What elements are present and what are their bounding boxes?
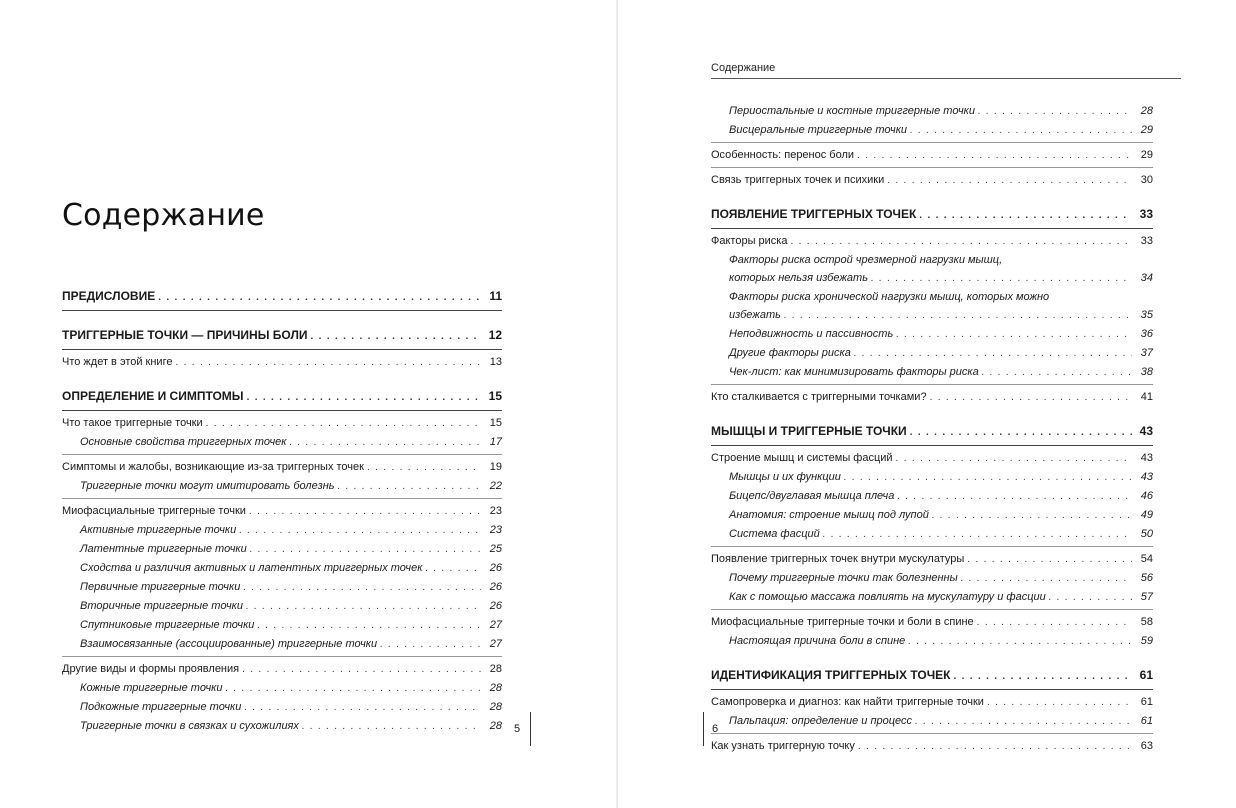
toc-title: Содержание: [62, 198, 265, 233]
toc-entry: [711, 665, 1153, 690]
toc-page-number: 12: [488, 328, 502, 342]
toc-entry: [711, 712, 1153, 734]
right-page: [618, 0, 1236, 808]
toc-entry-title: Активные триггерные точки: [80, 524, 237, 536]
leader-dots: [784, 307, 1132, 325]
toc-entry: [62, 414, 502, 433]
toc-page-number: 27: [489, 619, 502, 631]
leader-dots: [978, 103, 1132, 121]
toc-page-number: 28: [1140, 105, 1153, 117]
leader-dots: [896, 326, 1132, 344]
toc-entry: [711, 487, 1153, 506]
toc-entry: [711, 325, 1153, 344]
toc-entry: [62, 286, 502, 311]
toc-page-number: 15: [489, 417, 502, 429]
toc-entry: [62, 540, 502, 559]
toc-page-number: 38: [1140, 366, 1153, 378]
toc-page-number: 28: [489, 663, 502, 675]
toc-entry-title: ИДЕНТИФИКАЦИЯ ТРИГГЕРНЫХ ТОЧЕК: [711, 668, 951, 682]
toc-entry-title-cont: избежать: [729, 309, 781, 321]
toc-entry-title: ОПРЕДЕЛЕНИЕ И СИМПТОМЫ: [62, 389, 244, 403]
leader-dots: [158, 288, 481, 308]
toc-entry-title: Мышцы и их функции: [729, 471, 841, 483]
toc-page-number: 11: [489, 289, 502, 303]
toc-page-number: 23: [489, 524, 502, 536]
toc-page-number: 29: [1140, 149, 1153, 161]
toc-entry-title: МЫШЦЫ И ТРИГГЕРНЫЕ ТОЧКИ: [711, 424, 907, 438]
running-head: Содержание: [711, 62, 1181, 79]
toc-page-number: 25: [489, 543, 502, 555]
toc-entry: [711, 102, 1153, 121]
leader-dots: [967, 551, 1132, 569]
toc-page-number: 43: [1139, 424, 1153, 438]
toc-page-number: 33: [1139, 207, 1153, 221]
toc-entry-title: ПОЯВЛЕНИЕ ТРИГГЕРНЫХ ТОЧЕК: [711, 207, 917, 221]
toc-entry: [711, 288, 1153, 325]
toc-page-number: 43: [1140, 452, 1153, 464]
toc-page-number: 30: [1140, 174, 1153, 186]
leader-dots: [311, 327, 481, 347]
toc-page-number: 43: [1140, 471, 1153, 483]
toc-entry: [711, 632, 1153, 651]
toc-page-number: 13: [489, 356, 502, 368]
toc-entry-title: Как с помощью массажа повлиять на мускулатуру и фасции: [729, 591, 1046, 603]
toc-entry-title: Висцеральные триггерные точки: [729, 124, 908, 136]
toc-entry-title: Триггерные точки в связках и сухожилиях: [80, 720, 299, 732]
toc-entry-title: Миофасциальные триггерные точки и боли в спине: [711, 616, 974, 628]
toc-entry: [62, 717, 502, 736]
toc-page-number: 33: [1140, 235, 1153, 247]
leader-dots: [930, 389, 1132, 407]
toc-entry: [711, 363, 1153, 385]
toc-page-number: 37: [1140, 347, 1153, 359]
leader-dots: [302, 718, 481, 736]
toc-entry-title: Как узнать триггерную точку: [711, 740, 855, 752]
leader-dots: [910, 122, 1132, 140]
toc-page-number: 56: [1140, 572, 1153, 584]
toc-page-number: 36: [1140, 328, 1153, 340]
toc-page-number: 50: [1140, 528, 1153, 540]
toc-entry: [711, 232, 1153, 251]
toc-entry-title: Настоящая причина боли в спине: [729, 635, 906, 647]
toc-entry: [711, 146, 1153, 168]
toc-page-number: 17: [489, 436, 502, 448]
toc-page-number: 35: [1140, 309, 1153, 321]
leader-dots: [896, 450, 1132, 468]
toc-entry: [62, 458, 502, 477]
leader-dots: [982, 364, 1132, 382]
toc-page-number: 58: [1140, 616, 1153, 628]
toc-page-number: 49: [1140, 509, 1153, 521]
leader-dots: [790, 233, 1132, 251]
toc-entry: [711, 171, 1153, 190]
leader-dots: [857, 147, 1132, 165]
leader-dots: [977, 614, 1132, 632]
toc-page-number: 15: [488, 389, 502, 403]
leader-dots: [897, 488, 1132, 506]
toc-page-number: 28: [489, 720, 502, 732]
toc-entry: [711, 344, 1153, 363]
toc-entry-title: Строение мышц и системы фасций: [711, 452, 893, 464]
toc-page-number: 22: [489, 480, 502, 492]
toc-entry-title: Что такое триггерные точки: [62, 417, 203, 429]
toc-entry: [711, 525, 1153, 547]
toc-entry: [62, 578, 502, 597]
toc-entry: [62, 679, 502, 698]
leader-dots: [961, 570, 1132, 588]
leader-dots: [250, 541, 481, 559]
leader-dots: [908, 633, 1132, 651]
leader-dots: [887, 172, 1132, 190]
toc-entry-title: Пальпация: определение и процесс: [729, 715, 913, 727]
toc-entry-title: Кто сталкивается с триггерными точками?: [711, 391, 927, 403]
toc-entry: [62, 353, 502, 372]
toc-entry-title: Кожные триггерные точки: [80, 682, 223, 694]
toc-entry: [62, 325, 502, 350]
toc-page-number: 28: [489, 701, 502, 713]
toc-entry-title: Другие факторы риска: [729, 347, 851, 359]
toc-page-number: 41: [1140, 391, 1153, 403]
toc-entry: [711, 449, 1153, 468]
toc-page-number: 23: [489, 505, 502, 517]
toc-entry-title: Появление триггерных точек внутри мускулатуры: [711, 553, 965, 565]
leader-dots: [242, 661, 481, 679]
toc-entry-title: Самопроверка и диагноз: как найти триггерные точки: [711, 696, 984, 708]
toc-page-number: 27: [489, 638, 502, 650]
leader-dots: [244, 699, 481, 717]
leader-dots: [243, 579, 481, 597]
toc-entry-title: Анатомия: строение мышц под лупой: [729, 509, 929, 521]
leader-dots: [206, 415, 481, 433]
toc-entry-title: Сходства и различия активных и латентных триггерных точек: [80, 562, 423, 574]
toc-entry: [711, 121, 1153, 143]
toc-page-number: 29: [1140, 124, 1153, 136]
toc-page-number: 34: [1140, 272, 1153, 284]
toc-entry: [62, 616, 502, 635]
toc-entry: [62, 502, 502, 521]
toc-entry-title: Факторы риска острой чрезмерной нагрузки мышц,: [729, 254, 1003, 266]
leader-dots: [919, 206, 1132, 226]
toc-entry-title: Миофасциальные триггерные точки: [62, 505, 246, 517]
leader-dots: [854, 345, 1132, 363]
toc-entry-title: Система фасций: [729, 528, 820, 540]
toc-entry-title: Что ждет в этой книге: [62, 356, 173, 368]
leader-dots: [225, 680, 481, 698]
toc-page-number: 26: [489, 600, 502, 612]
page-number: 6: [703, 712, 718, 746]
toc-entry-title: Факторы риска хронической нагрузки мышц, которых можно: [729, 291, 1050, 303]
toc-page-number: 63: [1140, 740, 1153, 752]
toc-entry-title: Почему триггерные точки так болезненны: [729, 572, 958, 584]
leader-dots: [844, 469, 1132, 487]
toc-page-number: 54: [1140, 553, 1153, 565]
leader-dots: [871, 270, 1132, 288]
leader-dots: [239, 522, 481, 540]
toc-entry-title: ТРИГГЕРНЫЕ ТОЧКИ — ПРИЧИНЫ БОЛИ: [62, 328, 308, 342]
toc-entry: [711, 421, 1153, 446]
toc-entry-title: Вторичные триггерные точки: [80, 600, 243, 612]
toc-entry: [711, 550, 1153, 569]
leader-dots: [932, 507, 1132, 525]
toc-page-number: 59: [1140, 635, 1153, 647]
toc-entry-title: Триггерные точки могут имитировать болезнь: [80, 480, 335, 492]
leader-dots: [1049, 589, 1132, 607]
leader-dots: [247, 388, 481, 408]
toc-entry: [711, 251, 1153, 288]
toc-entry-title: Взаимосвязанные (ассоциированные) триггерные точки: [80, 638, 378, 650]
toc-list-left: [62, 286, 502, 736]
leader-dots: [257, 617, 481, 635]
leader-dots: [249, 503, 481, 521]
toc-entry: [711, 588, 1153, 610]
toc-entry: [62, 660, 502, 679]
leader-dots: [367, 459, 481, 477]
toc-entry-title: Неподвижность и пассивность: [729, 328, 894, 340]
toc-entry-title: Основные свойства триггерных точек: [80, 436, 287, 448]
toc-entry-title: Спутниковые триггерные точки: [80, 619, 255, 631]
leader-dots: [289, 434, 481, 452]
toc-page-number: 26: [489, 581, 502, 593]
leader-dots: [380, 636, 481, 654]
toc-entry: [711, 693, 1153, 712]
toc-page-number: 26: [489, 562, 502, 574]
leader-dots: [175, 354, 481, 372]
toc-list-right: [711, 102, 1153, 756]
toc-page-number: 61: [1139, 668, 1153, 682]
toc-page-number: 57: [1140, 591, 1153, 603]
leader-dots: [246, 598, 481, 616]
leader-dots: [987, 694, 1132, 712]
toc-page-number: 61: [1140, 696, 1153, 708]
toc-entry-title: Периостальные и костные триггерные точки: [729, 105, 975, 117]
toc-entry-title: Бицепс/двуглавая мышца плеча: [729, 490, 895, 502]
toc-entry: [62, 477, 502, 499]
leader-dots: [910, 423, 1132, 443]
toc-entry-title: Другие виды и формы проявления: [62, 663, 240, 675]
toc-entry: [62, 386, 502, 411]
toc-entry: [62, 559, 502, 578]
leader-dots: [425, 560, 481, 578]
leader-dots: [953, 667, 1132, 687]
toc-entry-title-cont: которых нельзя избежать: [729, 272, 868, 284]
toc-entry-title: Первичные триггерные точки: [80, 581, 241, 593]
toc-entry: [62, 635, 502, 657]
toc-entry-title: Симптомы и жалобы, возникающие из-за триггерных точек: [62, 461, 364, 473]
toc-entry-title: Подкожные триггерные точки: [80, 701, 242, 713]
leader-dots: [338, 478, 481, 496]
toc-entry: [711, 204, 1153, 229]
toc-entry: [711, 569, 1153, 588]
toc-entry: [62, 597, 502, 616]
toc-entry: [711, 613, 1153, 632]
toc-entry-title: Связь триггерных точек и психики: [711, 174, 885, 186]
toc-entry-title: Особенность: перенос боли: [711, 149, 855, 161]
toc-entry: [711, 506, 1153, 525]
toc-entry-title: Чек-лист: как минимизировать факторы риска: [729, 366, 979, 378]
toc-entry: [711, 388, 1153, 407]
toc-page-number: 61: [1140, 715, 1153, 727]
page-number: 5: [514, 712, 531, 746]
toc-entry: [711, 468, 1153, 487]
toc-entry: [711, 737, 1153, 756]
toc-entry-title: Латентные триггерные точки: [80, 543, 247, 555]
toc-entry: [62, 433, 502, 455]
toc-page-number: 19: [489, 461, 502, 473]
toc-entry: [62, 521, 502, 540]
toc-entry-title: ПРЕДИСЛОВИЕ: [62, 289, 156, 303]
leader-dots: [915, 713, 1132, 731]
leader-dots: [823, 526, 1132, 544]
toc-entry: [62, 698, 502, 717]
toc-entry-title: Факторы риска: [711, 235, 788, 247]
leader-dots: [858, 738, 1132, 756]
toc-page-number: 46: [1140, 490, 1153, 502]
toc-page-number: 28: [489, 682, 502, 694]
